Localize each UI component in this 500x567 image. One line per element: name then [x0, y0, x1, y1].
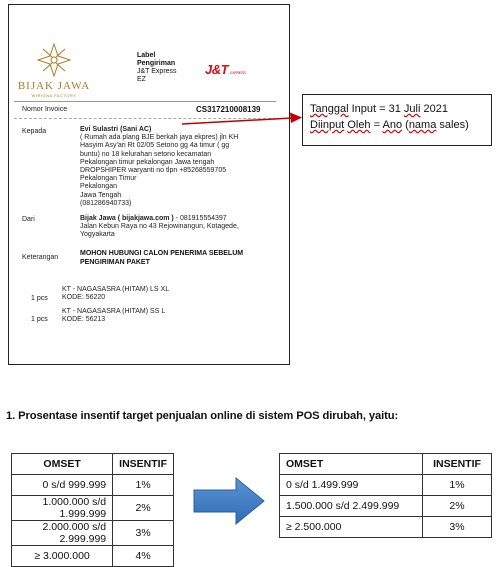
- right-arrow-icon: [192, 476, 266, 526]
- annotation-text: (: [402, 119, 409, 131]
- item-qty: 1 pcs: [31, 295, 48, 302]
- annotation-text: Input = 31: [348, 103, 404, 115]
- incentive-cell: 2%: [423, 496, 492, 517]
- invoice-number: CS317210008139: [196, 105, 261, 114]
- table-row: [280, 496, 492, 517]
- annotation-word: Oleh: [347, 119, 371, 131]
- recipient-line: Pekalongan Timur: [80, 175, 137, 183]
- courier-logo-small: EXPRESS: [230, 70, 246, 75]
- recipient-block: [80, 126, 272, 208]
- brand-name: BIJAK JAWA: [17, 80, 91, 92]
- item-block: [62, 286, 262, 302]
- omset-cell: 2.000.000 s/d 2.999.999: [12, 521, 113, 546]
- annotation-line-date: [310, 101, 484, 117]
- annotation-word: nama: [408, 119, 437, 131]
- sender-label: Dari: [22, 216, 35, 223]
- annotation-text: =: [370, 119, 383, 131]
- shipping-subtitle: Pengiriman: [137, 60, 176, 67]
- recipient-line: Hasyim Asy'ari Rt 02/05 Setono gg 4a timur ( gg: [80, 142, 230, 150]
- incentive-cell: 2%: [113, 496, 174, 521]
- item-name: KT - NAGASASRA (HITAM) SS L: [62, 308, 166, 315]
- courier-logo-text: J&T: [205, 62, 229, 77]
- annotation-word: Juli: [403, 103, 421, 115]
- recipient-line: (081286940733): [80, 199, 132, 207]
- sender-phone: - 081915554397: [173, 215, 227, 222]
- omset-cell: 1.000.000 s/d 1.999.999: [12, 496, 113, 521]
- shipping-info: [137, 52, 177, 84]
- omset-cell: 1.500.000 s/d 2.499.999: [280, 496, 423, 517]
- recipient-label: Kepada: [22, 128, 47, 135]
- omset-cell: ≥ 2.500.000: [280, 517, 423, 538]
- sender-block: [80, 215, 272, 240]
- annotation-text: sales): [436, 119, 469, 131]
- annotation-box: [302, 94, 492, 146]
- sender-line: Jalan Kebun Raya no 43 Rejowinangun, Kotagede,: [80, 223, 239, 231]
- table-row: [12, 546, 174, 567]
- annotation-line-user: [310, 117, 484, 133]
- item-block: [62, 308, 262, 324]
- recipient-line: DROPSHIPER waryanti no tlpn +85268559705: [80, 167, 227, 175]
- table-row: [12, 475, 174, 496]
- item-code: KODE: 56213: [62, 316, 106, 324]
- recipient-line: ( Rumah ada plang BJE berkah jaya ekpres) jln KH: [80, 134, 239, 142]
- section-heading: 1. Prosentase insentif target penjualan online di sistem POS dirubah, yaitu:: [6, 410, 399, 422]
- recipient-line: Jawa Tengah: [80, 191, 122, 199]
- table-row: [280, 475, 492, 496]
- table-row: [280, 517, 492, 538]
- incentive-cell: 3%: [423, 517, 492, 538]
- pointer-arrow-icon: [180, 108, 310, 128]
- service-type: EZ: [137, 76, 146, 83]
- incentive-cell: 3%: [113, 521, 174, 546]
- annotation-word: Tanggal: [310, 103, 349, 115]
- notes-value: MOHON HUBUNGI CALON PENERIMA SEBELUM PENGIRIMAN PAKET: [80, 250, 244, 266]
- brand-tagline: WIRIGNA FACTORY: [31, 93, 77, 98]
- table-row: [12, 496, 174, 521]
- table-header-row: [12, 454, 174, 475]
- annotation-word: Diinput: [310, 119, 345, 131]
- recipient-line: buntu) no 18 kelurahan setono kecamatan: [80, 150, 212, 158]
- omset-cell: 0 s/d 1.499.999: [280, 475, 423, 496]
- incentive-cell: 1%: [113, 475, 174, 496]
- annotation-word: Ano: [382, 119, 403, 131]
- recipient-line: Pekalongan: [80, 183, 117, 191]
- item-code: KODE: 56220: [62, 294, 106, 302]
- courier-name: J&T Express: [137, 68, 177, 75]
- item-name: KT - NAGASASRA (HITAM) LS XL: [62, 286, 170, 293]
- item-qty: 1 pcs: [31, 316, 48, 323]
- table-row: [12, 521, 174, 546]
- courier-logo: [205, 62, 245, 77]
- table-header-row: [280, 454, 492, 475]
- invoice-label: Nomor Invoice: [22, 106, 68, 113]
- column-header: OMSET: [280, 454, 423, 475]
- column-header: OMSET: [12, 454, 113, 475]
- old-incentive-table: [11, 453, 174, 567]
- notes-label: Keterangan: [22, 254, 59, 261]
- omset-cell: ≥ 3.000.000: [12, 546, 113, 567]
- incentive-cell: 4%: [113, 546, 174, 567]
- incentive-cell: 1%: [423, 475, 492, 496]
- annotation-text: 2021: [420, 103, 448, 115]
- recipient-line: Pekalongan timur pekalongan Jawa tengah: [80, 158, 215, 166]
- sender-name: Bijak Jawa ( bijakjawa.com ): [80, 215, 174, 222]
- new-incentive-table: [279, 453, 492, 538]
- column-header: INSENTIF: [113, 454, 174, 475]
- column-header: INSENTIF: [423, 454, 492, 475]
- recipient-name: Evi Sulastri (Sani AC): [80, 126, 152, 133]
- sender-line: Yogyakarta: [80, 231, 115, 239]
- divider: [14, 101, 276, 102]
- omset-cell: 0 s/d 999.999: [12, 475, 113, 496]
- shipping-title: Label: [137, 52, 156, 59]
